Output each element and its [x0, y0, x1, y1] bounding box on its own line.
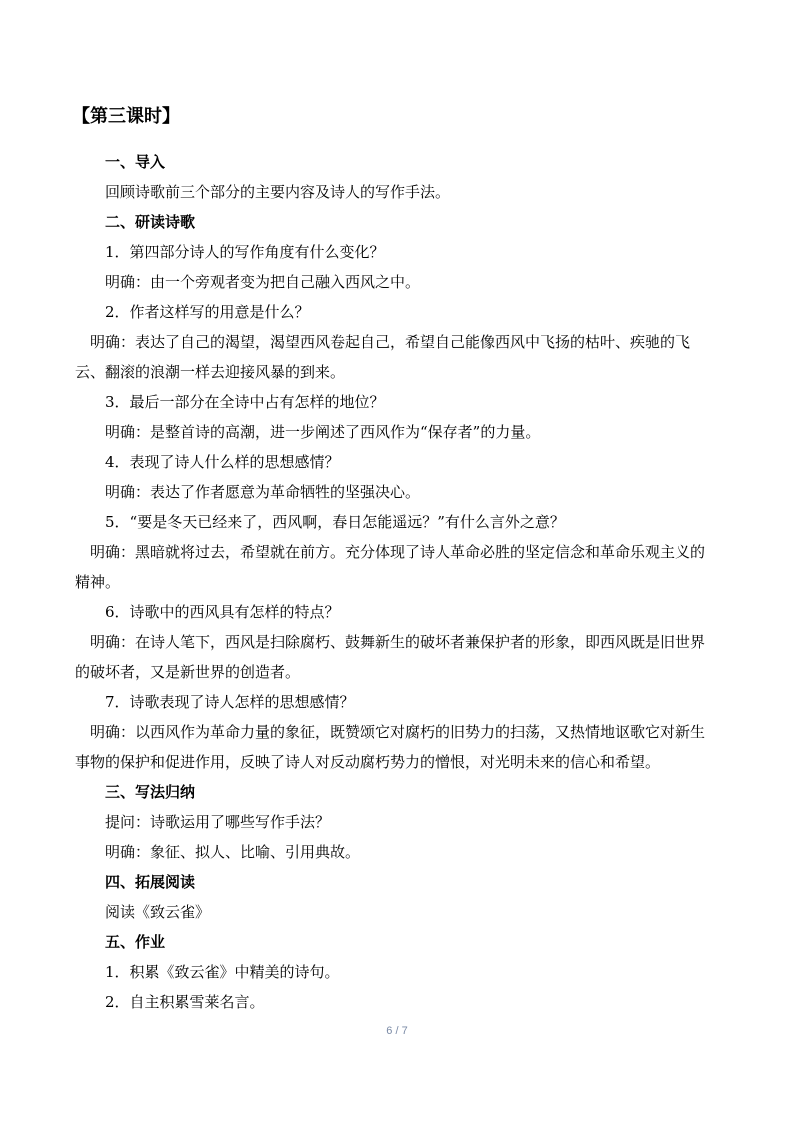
body-paragraph: 明确：以西风作为革命力量的象征，既赞颂它对腐朽的旧势力的扫荡，又热情地讴歌它对新生事物的保护和促进作用，反映了诗人对反动腐朽势力的憎恨，对光明未来的信心和希望。	[75, 723, 706, 771]
section-heading: 三、写法归纳	[105, 783, 196, 801]
body-paragraph: 明确：是整首诗的高潮，进一步阐述了西风作为“保存者”的力量。	[105, 423, 541, 441]
body-paragraph: 阅读《致云雀》	[105, 903, 211, 921]
body-paragraph: 明确：在诗人笔下，西风是扫除腐朽、鼓舞新生的破坏者兼保护者的形象，即西风既是旧世界的破坏者，又是新世界的创造者。	[75, 633, 706, 681]
body-paragraph: 3．最后一部分在全诗中占有怎样的地位？	[105, 393, 385, 411]
body-paragraph: 1．第四部分诗人的写作角度有什么变化？	[105, 243, 385, 261]
body-paragraph: 1．积累《致云雀》中精美的诗句。	[105, 963, 340, 981]
body-paragraph: 明确：由一个旁观者变为把自己融入西风之中。	[105, 273, 421, 291]
body-paragraph: 6．诗歌中的西风具有怎样的特点？	[105, 603, 340, 621]
body-paragraph: 4．表现了诗人什么样的思想感情？	[105, 453, 340, 471]
section-heading: 五、作业	[105, 933, 166, 951]
body-paragraph: 7．诗歌表现了诗人怎样的思想感情？	[105, 693, 355, 711]
body-paragraph: 5．“要是冬天已经来了，西风啊，春日怎能遥远？”有什么言外之意？	[105, 513, 565, 531]
section-heading: 一、导入	[105, 153, 166, 171]
body-paragraph: 明确：表达了作者愿意为革命牺牲的坚强决心。	[105, 483, 421, 501]
body-paragraph: 回顾诗歌前三个部分的主要内容及诗人的写作手法。	[105, 183, 451, 201]
body-paragraph: 明确：表达了自己的渴望，渴望西风卷起自己，希望自己能像西风中飞扬的枯叶、疾驰的飞云、翻滚的浪潮一样去迎接风暴的到来。	[75, 333, 691, 381]
section-heading: 四、拓展阅读	[105, 873, 196, 891]
lesson-title: 【第三课时】	[72, 106, 180, 127]
page-number: 6 / 7	[386, 1025, 408, 1037]
section-heading: 二、研读诗歌	[105, 213, 196, 231]
body-paragraph: 2．作者这样写的用意是什么？	[105, 303, 310, 321]
body-paragraph: 2．自主积累雪莱名言。	[105, 993, 265, 1011]
lesson-body	[75, 147, 722, 1017]
body-paragraph: 明确：象征、拟人、比喻、引用典故。	[105, 843, 361, 861]
body-paragraph: 明确：黑暗就将过去，希望就在前方。充分体现了诗人革命必胜的坚定信念和革命乐观主义的精神。	[75, 543, 706, 591]
body-paragraph: 提问：诗歌运用了哪些写作手法？	[105, 813, 331, 831]
